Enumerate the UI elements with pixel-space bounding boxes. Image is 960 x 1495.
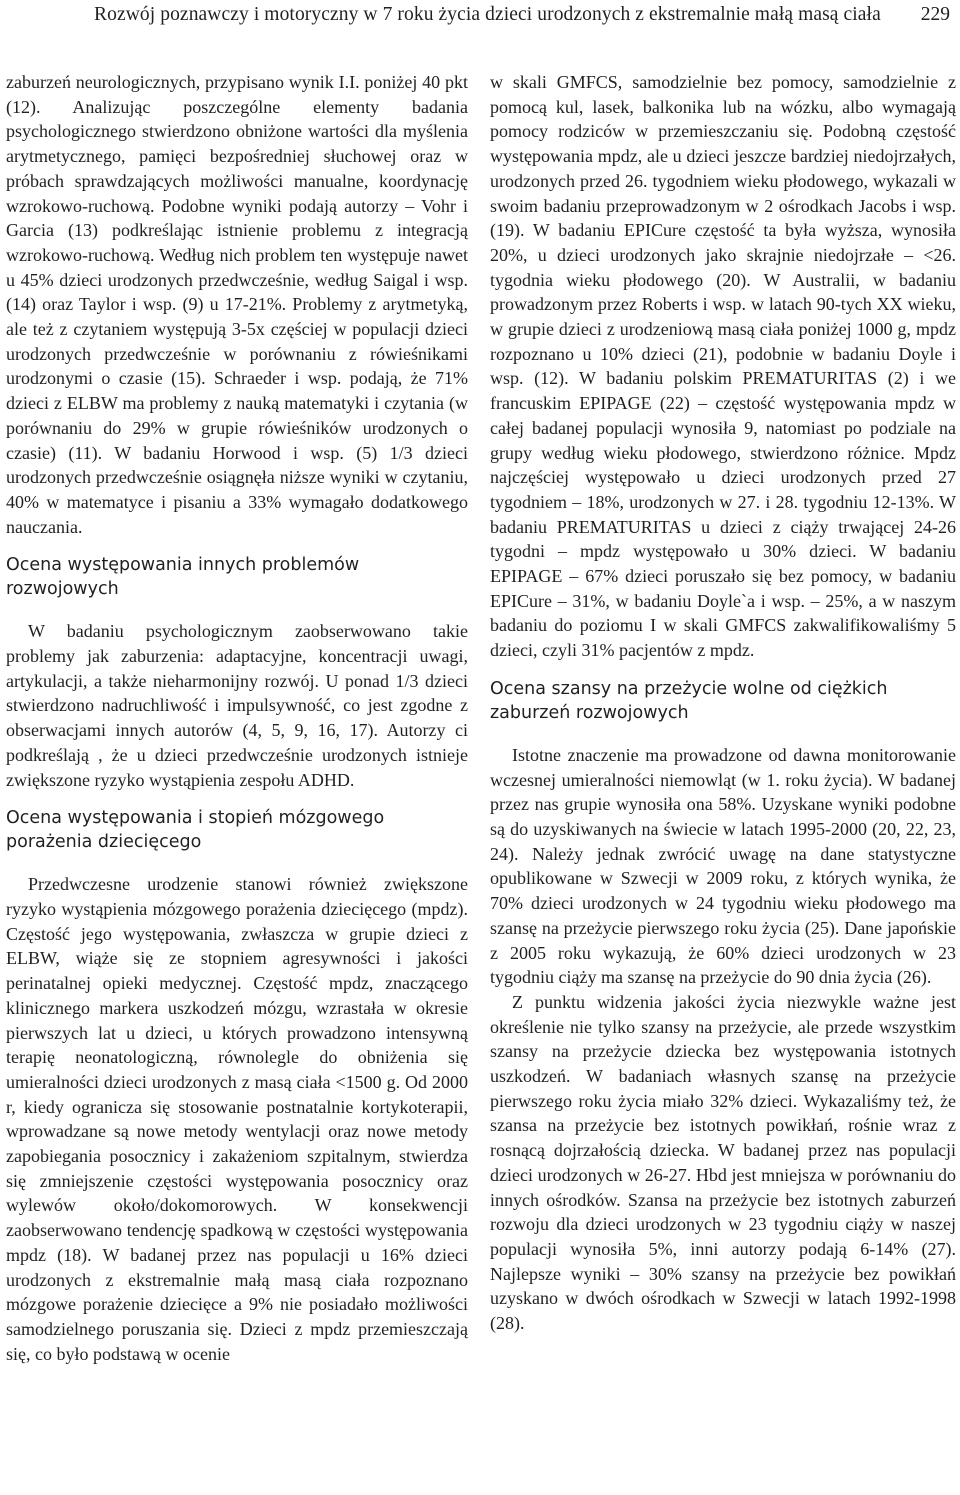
section-heading: Ocena szansy na przeżycie wolne od ciężkich zaburzeń rozwojowych <box>490 678 888 723</box>
body-paragraph: zaburzeń neurologicznych, przypisano wynik I.I. poniżej 40 pkt (12). Analizując poszczególne elementy badania psychologicznego stwierdzono obniżone wartości dla myślenia arytmetycznego, pamięci bezpośredniej słuchowej oraz w próbach sprawdzających możliwości manualne, koordynację wzrokowo-ruchową. Podobne wyniki podają autorzy – Vohr i Garcia (13) podkreślając istnienie problemu z integracją wzrokowo-ruchową. Według nich problem ten występuje nawet u 45% dzieci urodzonych przedwcześnie, według Saigal i wsp. (14) oraz Taylor i wsp. (9) u 17-21%. Problemy z arytmetyką, ale też z czytaniem występują 3-5x częściej w populacji dzieci urodzonych przedwcześnie w porównaniu z rówieśnikami urodzonymi o czasie (15). Schraeder i wsp. podają, że 71% dzieci z ELBW ma problemy z nauką matematyki i czytania (w porównaniu do 29% w grupie rówieśników urodzonych o czasie) (11). W badaniu Horwood i wsp. (5) 1/3 dzieci urodzonych przedwcześnie osiągnęła niższe wyniki w czytaniu, 40% w matematyce i pisaniu a 33% wymagało dodatkowego nauczania. <box>6 72 468 537</box>
body-paragraph: W badaniu psychologicznym zaobserwowano takie problemy jak zaburzenia: adaptacyjne, koncentracji uwagi, artykulacji, a także nieharmonijny rozwój. U ponad 1/3 dzieci stwierdzono nadruchliwość i impulsywność, co jest zgodne z obserwacjami innych autorów (4, 5, 9, 16, 17). Autorzy ci podkreślają , że u dzieci przedwcześnie urodzonych istnieje zwiększone ryzyko wystąpienia zespołu ADHD. <box>6 621 468 790</box>
right-column <box>490 70 956 1336</box>
left-column <box>6 70 468 1366</box>
body-paragraph: Przedwczesne urodzenie stanowi również zwiększone ryzyko wystąpienia mózgowego porażenia dziecięcego (mpdz). Częstość jego występowania, zwłaszcza w grupie dzieci z ELBW, wiąże się ze stopniem agresywności i jakości perinatalnej opieki medycznej. Częstość mpdz, znaczącego klinicznego markera uszkodzeń mózgu, wzrastała w okresie pierwszych lat u dzieci, u których prowadzono intensywną terapię neonatologiczną, równolegle do obniżenia się umieralności dzieci urodzonych z masą ciała <1500 g. Od 2000 r, kiedy ogranicza się stosowanie postnatalnie kortykoterapii, wprowadzane są nowe metody wentylacji oraz nowe metody zapobiegania posocznicy i zakażeniom szpitalnym, stwierdza się zmniejszenie częstości występowania posocznicy oraz wylewów około/dokomorowych. W konsekwencji zaobserwowano tendencję spadkową w częstości występowania mpdz (18). W badanej przez nas populacji u 16% dzieci urodzonych z ekstremalnie małą masą ciała rozpoznano mózgowe porażenie dziecięce a 9% nie posiadało możliwości samodzielnego poruszania się. Dzieci z mpdz przemieszczają się, co było podstawą w ocenie <box>6 874 468 1364</box>
body-paragraph: Istotne znaczenie ma prowadzone od dawna monitorowanie wczesnej umieralności niemowląt (w 1. roku życia). W badanej przez nas grupie wynosiła ona 58%. Uzyskane wyniki podobne są do uzyskiwanych na świecie w latach 1995-2000 (20, 22, 23, 24). Należy jednak zwrócić uwagę na dane statystyczne opublikowane w Szwecji w 2009 roku, z których wynika, że 70% dzieci urodzonych w 24 tygodniu wieku płodowego ma szansę na przeżycie pierwszego roku życia (25). Dane japońskie z 2005 roku wykazują, że 60% dzieci urodzonych w 23 tygodniu ciąży ma szansę na przeżycie do 90 dnia życia (26). <box>490 744 956 988</box>
running-header <box>94 4 950 34</box>
body-paragraph: w skali GMFCS, samodzielnie bez pomocy, samodzielnie z pomocą kul, lasek, balkonika lub na wózku, albo wymagają pomocy rodziców w przemieszczaniu się. Podobną częstość występowania mpdz, ale u dzieci jeszcze bardziej niedojrzałych, urodzonych przed 26. tygodniem wieku płodowego, wykazali w swoim badaniu przeprowadzonym w 2 ośrodkach Jacobs i wsp. (19). W badaniu EPICure częstość ta była wyższa, wynosiła 20%, u dzieci urodzonych jako skrajnie niedojrzałe – <26. tygodnia wieku płodowego (20). W Australii, w badaniu prowadzonym przez Roberts i wsp. w latach 90-tych XX wieku, w grupie dzieci z urodzeniową masą ciała poniżej 1000 g, mpdz rozpoznano u 10% dzieci (21), podobnie w badaniu Doyle i wsp. (12). W badaniu polskim PREMATURITAS (2) i we francuskim EPIPAGE (22) – częstość występowania mpdz w całej badanej populacji wynosiła 9, natomiast po podziale na grupy według wieku płodowego, stwierdzono różnice. Mpdz najczęściej występowało u dzieci urodzonych przed 27 tygodniem – 18%, urodzonych w 27. i 28. tygodniu 12-13%. W badaniu PREMATURITAS u dzieci z ciąży trwającej 24-26 tygodni – mpdz występowało u 30% dzieci. W badaniu EPIPAGE – 67% dzieci poruszało się bez pomocy, w badaniu EPICure – 31%, w badaniu Doyle`a i wsp. – 25%, a w naszym badaniu do poziomu I w skali GMFCS zakwalifikowaliśmy 5 dzieci, czyli 31% pacjentów z mpdz. <box>490 72 956 661</box>
running-title: Rozwój poznawczy i motoryczny w 7 roku życia dzieci urodzonych z ekstremalnie małą masą ciała <box>94 4 881 25</box>
section-heading: Ocena występowania i stopień mózgowego porażenia dziecięcego <box>6 808 385 853</box>
page-number: 229 <box>920 4 950 25</box>
body-paragraph: Z punktu widzenia jakości życia niezwykle ważne jest określenie nie tylko szansy na przeżycie, ale przede wszystkim szansy na przeżycie dziecka bez występowania istotnych uszkodzeń. W badaniach własnych szansę na przeżycie pierwszego roku życia miało 32% dzieci. Wykazaliśmy też, że szansa na przeżycie bez istotnych powikłań, rośnie wraz z rosnącą dojrzałością dziecka. W badanej przez nas populacji dzieci urodzonych w 26-27. Hbd jest mniejsza w porównaniu do innych ośrodków. Szansa na przeżycie bez istotnych zaburzeń rozwoju dla dzieci urodzonych w 23 tygodniu ciąży w naszej populacji wynosiła 5%, inni autorzy podają 6-14% (27). Najlepsze wyniki – 30% szansy na przeżycie bez powikłań uzyskano w dwóch ośrodkach w Szwecji w latach 1992-1998 (28). <box>490 991 956 1334</box>
section-heading: Ocena występowania innych problemów rozwojowych <box>6 555 360 600</box>
